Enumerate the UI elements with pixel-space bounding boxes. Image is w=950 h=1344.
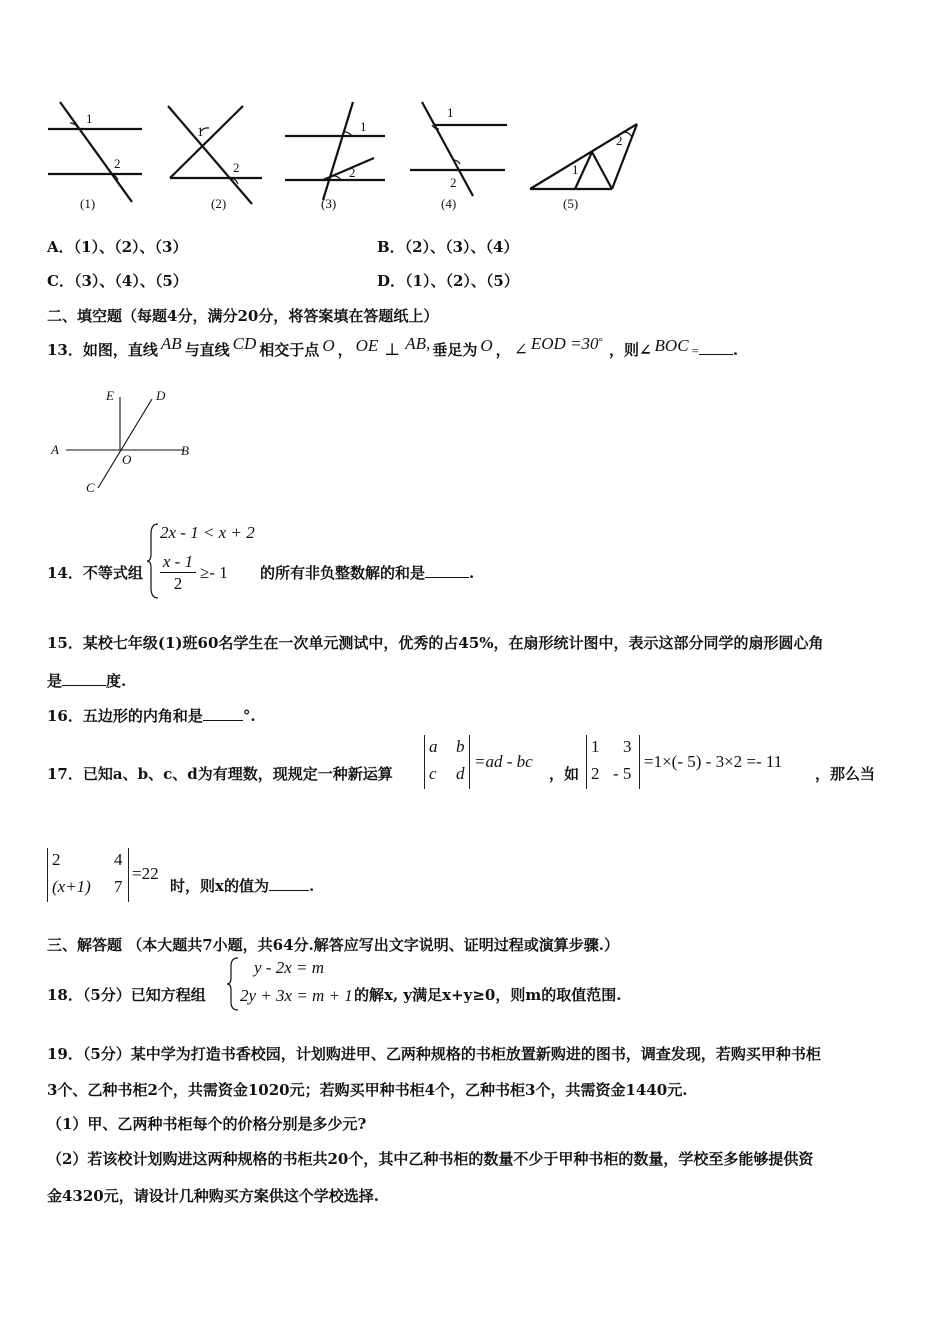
q14-brace bbox=[146, 522, 160, 600]
q19-line4: （2）若该校计划购进这两种规格的书柜共20个，其中乙种书柜的数量不少于甲种书柜的数量，学校至多能够提供资 bbox=[47, 1150, 814, 1168]
q18-eq2: 2y + 3x = m + 1 bbox=[240, 986, 353, 1005]
fig1-angle1: 1 bbox=[86, 111, 93, 126]
q17-text3: ，那么当 bbox=[815, 765, 876, 783]
q14-answer-blank[interactable] bbox=[425, 563, 469, 578]
section3-heading: 三、解答题 （本大题共7小题，共64分.解答应写出文字说明、证明过程或演算步骤.） bbox=[47, 936, 619, 954]
q16-text: 16．五边形的内角和是 °. bbox=[47, 707, 256, 725]
section2-heading: 二、填空题（每题4分，满分20分，将答案填在答题纸上） bbox=[47, 307, 439, 325]
q17-text2: ，如 bbox=[549, 765, 580, 783]
fig4-angle1: 1 bbox=[447, 105, 454, 120]
q13-text: 13．如图，直线 AB 与直线 CD 相交于点 O ， OE ⊥ AB, 垂足为 O ， ∠ EOD =30° ，则∠ BOC = . bbox=[47, 334, 739, 359]
fig3-caption: (3) bbox=[321, 196, 337, 211]
q13-figure bbox=[46, 384, 206, 499]
q14-ineq2-rest: ≥- 1 bbox=[200, 563, 228, 582]
fig3-angle1: 1 bbox=[360, 119, 367, 134]
fig1-caption: (1) bbox=[80, 196, 96, 211]
q19-line5: 金4320元，请设计几种购买方案供这个学校选择. bbox=[47, 1187, 379, 1205]
fig2-angle2: 2 bbox=[233, 160, 240, 175]
q17-formula1: =ad - bc bbox=[474, 752, 533, 771]
option-a[interactable]: A．（1）、（2）、（3） bbox=[47, 238, 188, 256]
option-d[interactable]: D．（1）、（2）、（5） bbox=[377, 272, 519, 290]
fig3-angle2: 2 bbox=[349, 165, 356, 180]
q13-answer-blank[interactable] bbox=[699, 340, 733, 355]
q13-fig-label-d: D bbox=[156, 388, 166, 403]
q18-label: 18．（5分）已知方程组 bbox=[47, 986, 206, 1004]
fig4-angle2: 2 bbox=[450, 175, 457, 190]
q17-det-question: 2 4 (x+1) 7 bbox=[47, 848, 129, 902]
q17-text1: 17．已知a、b、c、d为有理数，现规定一种新运算 bbox=[47, 765, 393, 783]
fig5-angle2: 2 bbox=[616, 133, 623, 148]
q17-det-example: 1 3 2 - 5 bbox=[586, 735, 640, 789]
q14-ineq1: 2x - 1 < x + 2 bbox=[160, 523, 255, 542]
q19-line3: （1）甲、乙两种书柜每个的价格分别是多少元? bbox=[47, 1115, 367, 1133]
q13-fig-label-o: O bbox=[122, 452, 132, 467]
q15-line2: 是 度. bbox=[47, 672, 127, 690]
q14-text: 的所有非负整数解的和是 . bbox=[260, 564, 475, 582]
q13-fig-label-c: C bbox=[86, 480, 95, 495]
q13-fig-label-b: B bbox=[181, 443, 189, 458]
q18-brace bbox=[226, 956, 240, 1012]
q17-formula3: =22 bbox=[132, 864, 159, 883]
q17-formula2: =1×(- 5) - 3×2 =- 11 bbox=[644, 752, 783, 771]
fig5-angle1: 1 bbox=[572, 162, 579, 177]
q15-line1: 15．某校七年级(1)班60名学生在一次单元测试中，优秀的占45%，在扇形统计图中，表示这部分同学的扇形圆心角 bbox=[47, 634, 824, 652]
q17-answer-blank[interactable] bbox=[269, 876, 309, 891]
q14-frac: x - 1 2 bbox=[160, 552, 196, 595]
fig2-angle1: 1 bbox=[197, 124, 204, 139]
parallel-lines-figures bbox=[40, 92, 650, 217]
q14-label: 14．不等式组 bbox=[47, 564, 143, 582]
q15-answer-blank[interactable] bbox=[62, 671, 106, 686]
q18-eq1: y - 2x = m bbox=[254, 958, 325, 977]
option-c[interactable]: C．（3）、（4）、（5） bbox=[47, 272, 188, 290]
q13-fig-label-e: E bbox=[106, 388, 114, 403]
q18-text: 的解x, y满足x+y≥0，则m的取值范围. bbox=[354, 986, 622, 1004]
fig4-caption: (4) bbox=[441, 196, 457, 211]
q19-line2: 3个、乙种书柜2个，共需资金1020元；若购买甲种书柜4个，乙种书柜3个，共需资金1440元. bbox=[47, 1081, 688, 1099]
q17-det-abcd: a b c d bbox=[424, 735, 470, 789]
q19-line1: 19．（5分）某中学为打造书香校园，计划购进甲、乙两种规格的书柜放置新购进的图书，调查发现，若购买甲种书柜 bbox=[47, 1045, 821, 1063]
q13-fig-label-a: A bbox=[51, 442, 59, 457]
fig2-caption: (2) bbox=[211, 196, 227, 211]
fig5-caption: (5) bbox=[563, 196, 579, 211]
q17-text4: 时，则x的值为 . bbox=[170, 877, 315, 895]
q16-answer-blank[interactable] bbox=[203, 706, 243, 721]
fig1-angle2: 2 bbox=[114, 156, 121, 171]
option-b[interactable]: B．（2）、（3）、（4） bbox=[377, 238, 519, 256]
